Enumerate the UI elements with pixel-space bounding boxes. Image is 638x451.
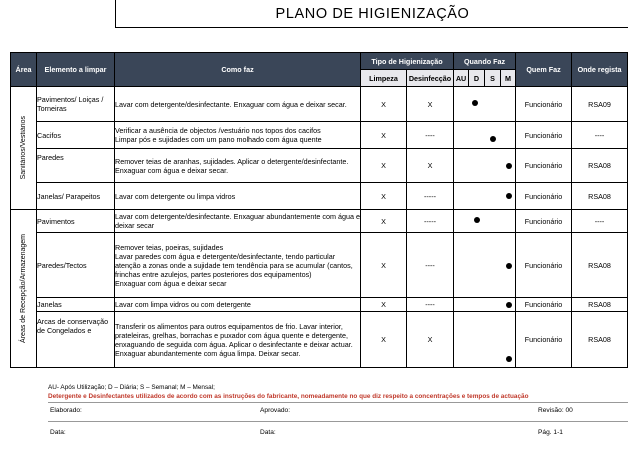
- desinfeccao-cell: ----: [407, 298, 454, 312]
- quem-cell: Funcionário: [516, 149, 572, 183]
- table-row: [11, 298, 628, 312]
- elemento-cell: Janelas/ Parapeitos: [37, 183, 115, 210]
- frequency-dot: [506, 356, 512, 362]
- area-label: Áreas de Recepção/Armazenagem: [20, 234, 27, 343]
- onde-cell: ----: [572, 210, 628, 233]
- data-label: Data:: [50, 429, 66, 436]
- quem-cell: Funcionário: [516, 87, 572, 122]
- limpeza-cell: X: [361, 233, 407, 298]
- header-quando: Quando Faz: [454, 53, 516, 70]
- onde-cell: RSA08: [572, 233, 628, 298]
- frequency-cell: [454, 183, 516, 210]
- desinfeccao-cell: ----: [407, 122, 454, 149]
- como-cell: [115, 122, 361, 149]
- elemento-cell: Cacifos: [37, 122, 115, 149]
- frequency-cell: [454, 122, 516, 149]
- hygiene-plan-table: [10, 52, 628, 368]
- elemento-cell: Arcas de conservação de Congelados e: [37, 312, 115, 368]
- como-text: Transferir os alimentos para outros equipamentos de frio. Lavar interior, prateleiras, grelhas, borrachas e puxador com água quente e detergente, enxaguando de seguida com água. Aplicar o desinfectante e deixar actuar. Enxaguar abundantemente com água limpa. Deixar secar.: [115, 321, 353, 358]
- frequency-cell: [454, 233, 516, 298]
- elemento-cell: Pavimentos: [37, 210, 115, 233]
- limpeza-cell: X: [361, 122, 407, 149]
- como-text: Lavar com limpa vidros ou com detergente: [115, 300, 251, 309]
- header-desinfeccao: Desinfecção: [407, 70, 454, 87]
- elaborado-label: Elaborado:: [50, 407, 82, 414]
- frequency-dot: [506, 163, 512, 169]
- footer-divider: [48, 421, 628, 422]
- como-text: Lavar paredes com água e detergente/desinfectante, tendo particular atenção a zonas onde a sujidade tem tendência para se acumular (cantos, frinchas entre azulejos, partes posteriores dos equipamentos): [115, 251, 353, 279]
- frequency-dot: [474, 217, 480, 223]
- table-row: [11, 122, 628, 149]
- table-row: [11, 149, 628, 183]
- header-au: AU: [454, 70, 469, 87]
- como-text: Verificar a ausência de objectos /vestuário nos topos dos cacifos: [115, 126, 321, 135]
- frequency-dot: [506, 193, 512, 199]
- como-text: Lavar com detergente ou limpa vidros: [115, 191, 236, 201]
- table-row: [11, 210, 628, 233]
- quem-cell: Funcionário: [516, 183, 572, 210]
- table-row: [11, 183, 628, 210]
- footer-divider: [48, 402, 628, 403]
- como-cell: [115, 183, 361, 210]
- como-text: Limpar pós e sujidades com um pano molhado com água quente: [115, 135, 322, 144]
- como-text: Enxaguar com água e deixar secar: [115, 278, 227, 288]
- header-onde: Onde regista: [572, 53, 628, 87]
- limpeza-cell: X: [361, 312, 407, 368]
- como-text: Lavar com detergente/desinfectante. Enxaguar abundantemente com água e deixar secar: [115, 212, 360, 230]
- frequency-cell: [454, 312, 516, 368]
- title-underline: [115, 27, 628, 28]
- detergent-note: Detergente e Desinfectantes utilizados de acordo com as instruções do fabricante, nomeadamente no que diz respeito a concentrações e tempos de actuação: [48, 393, 529, 400]
- aprovado-label: Aprovado:: [260, 407, 291, 414]
- quem-cell: Funcionário: [516, 312, 572, 368]
- frequency-cell: [454, 149, 516, 183]
- desinfeccao-cell: X: [407, 87, 454, 122]
- data-label: Data:: [260, 429, 276, 436]
- onde-cell: RSA08: [572, 298, 628, 312]
- como-cell: [115, 233, 361, 298]
- limpeza-cell: X: [361, 298, 407, 312]
- header-s: S: [485, 70, 501, 87]
- desinfeccao-cell: ----: [407, 233, 454, 298]
- frequency-legend: AU- Após Utilização; D – Diária; S – Semanal; M – Mensal;: [48, 384, 215, 391]
- como-text: Lavar com detergente/desinfectante. Enxaguar com água e deixar secar.: [115, 99, 347, 109]
- frequency-dot: [472, 100, 478, 106]
- onde-cell: RSA09: [572, 87, 628, 122]
- area-label: Sanitários/Vestiários: [20, 116, 27, 180]
- elemento-cell: Pavimentos/ Loiças / Torneiras: [37, 87, 115, 122]
- header-elemento: Elemento a limpar: [37, 53, 115, 87]
- limpeza-cell: X: [361, 87, 407, 122]
- onde-cell: ----: [572, 122, 628, 149]
- quem-cell: Funcionário: [516, 233, 572, 298]
- como-cell: [115, 210, 361, 233]
- table-row: [11, 312, 628, 368]
- desinfeccao-cell: X: [407, 312, 454, 368]
- header-como: Como faz: [115, 53, 361, 87]
- page-title: PLANO DE HIGIENIZAÇÃO: [275, 6, 470, 22]
- onde-cell: RSA08: [572, 183, 628, 210]
- como-cell: [115, 149, 361, 183]
- onde-cell: RSA08: [572, 149, 628, 183]
- como-cell: [115, 87, 361, 122]
- page-number: Pág. 1-1: [538, 429, 563, 436]
- revisao-label: Revisão: 00: [538, 407, 573, 414]
- elemento-cell: Janelas: [37, 298, 115, 312]
- como-cell: [115, 312, 361, 368]
- limpeza-cell: X: [361, 210, 407, 233]
- desinfeccao-cell: X: [407, 149, 454, 183]
- header-tipo: Tipo de Higienização: [361, 53, 454, 70]
- frequency-cell: [454, 87, 516, 122]
- header-d: D: [469, 70, 485, 87]
- onde-cell: RSA08: [572, 312, 628, 368]
- frequency-dot: [506, 302, 512, 308]
- frequency-dot: [506, 263, 512, 269]
- header-area: Área: [11, 53, 37, 87]
- area-cell-sanitarios: [11, 87, 37, 210]
- desinfeccao-cell: -----: [407, 183, 454, 210]
- frequency-cell: [454, 210, 516, 233]
- frequency-cell: [454, 298, 516, 312]
- elemento-cell: Paredes/Tectos: [37, 233, 115, 298]
- quem-cell: Funcionário: [516, 298, 572, 312]
- como-text: Remover teias de aranhas, sujidades. Aplicar o detergente/desinfectante. Enxaguar com água e deixar secar.: [115, 156, 349, 175]
- frequency-dot: [490, 136, 496, 142]
- desinfeccao-cell: -----: [407, 210, 454, 233]
- title-frame: [115, 0, 629, 28]
- table-row: [11, 233, 628, 298]
- table-row: [11, 87, 628, 122]
- header-limpeza: Limpeza: [361, 70, 407, 87]
- limpeza-cell: X: [361, 149, 407, 183]
- header-quem: Quem Faz: [516, 53, 572, 87]
- como-cell: [115, 298, 361, 312]
- quem-cell: Funcionário: [516, 122, 572, 149]
- limpeza-cell: X: [361, 183, 407, 210]
- como-text: Remover teias, poeiras, sujidades: [115, 242, 224, 252]
- quem-cell: Funcionário: [516, 210, 572, 233]
- area-cell-recepcao: [11, 210, 37, 368]
- header-m: M: [501, 70, 516, 87]
- legend: [48, 383, 628, 401]
- elemento-cell: Paredes: [37, 149, 115, 183]
